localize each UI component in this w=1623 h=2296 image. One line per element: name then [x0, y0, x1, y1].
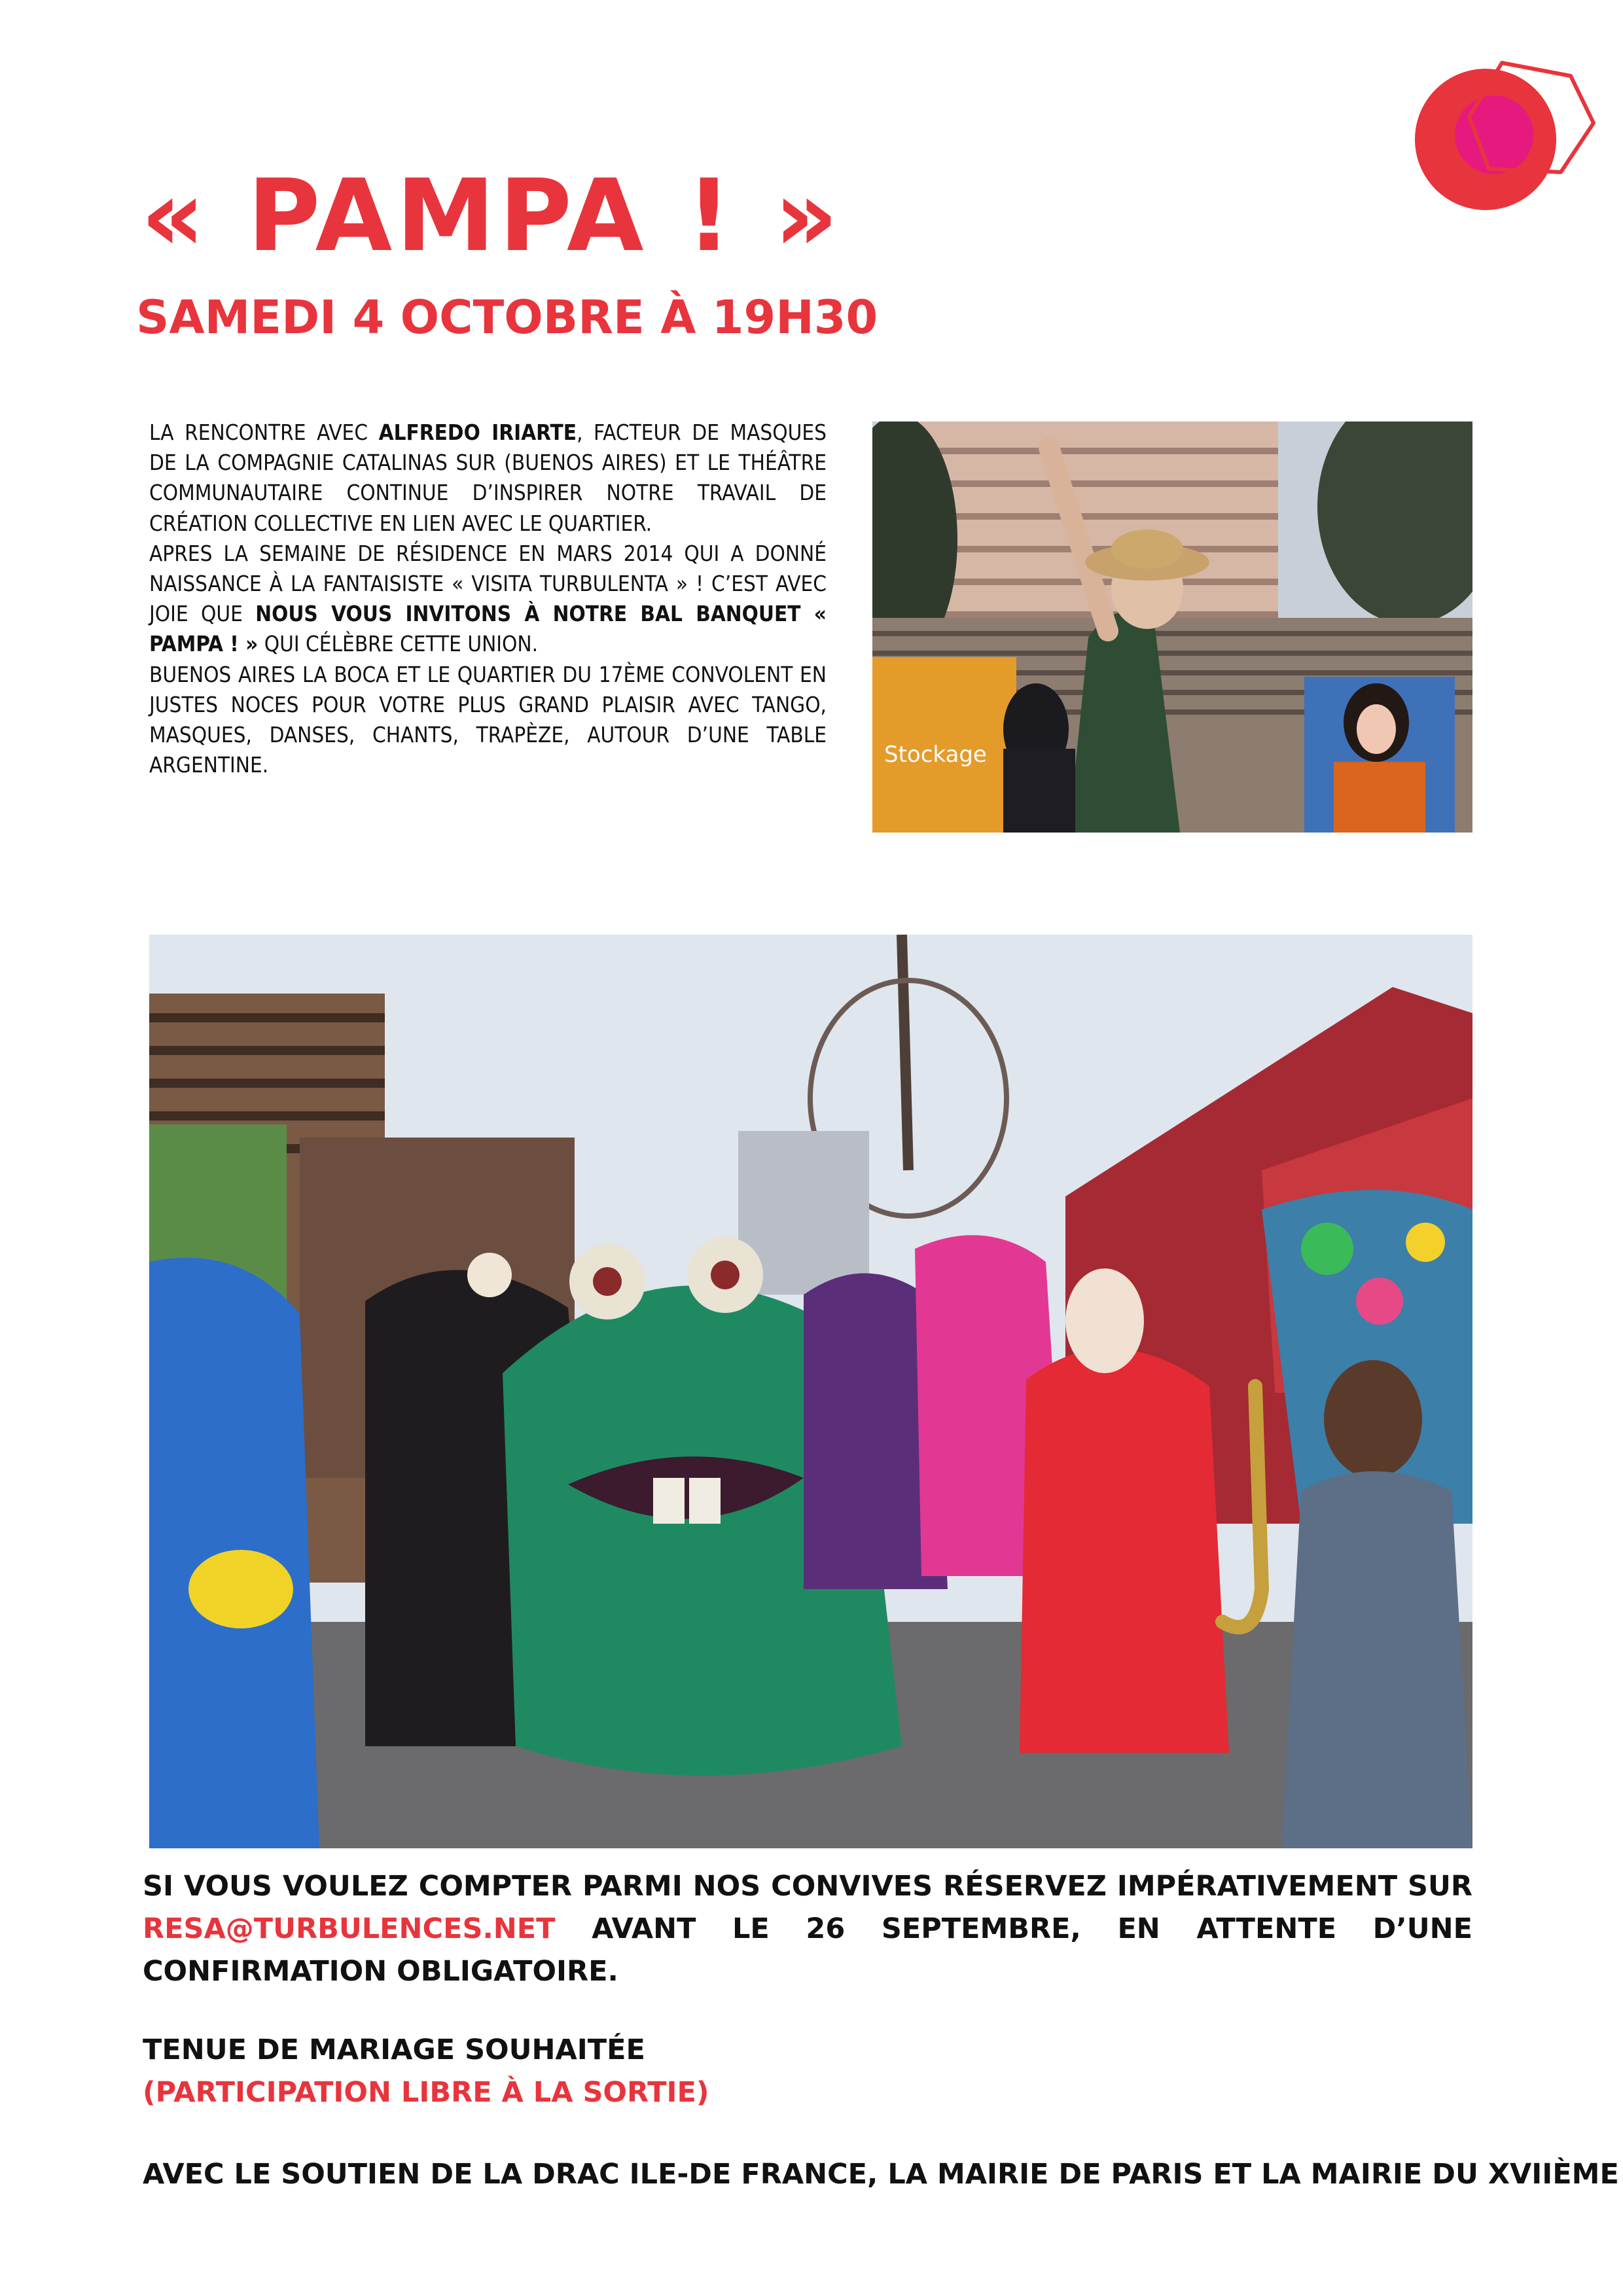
intro-paragraph-1 — [149, 418, 827, 539]
intro-p1-start: LA RENCONTRE AVEC — [149, 420, 379, 445]
dress-info — [143, 2029, 1472, 2114]
event-date: SAMEDI 4 OCTOBRE À 19H30 — [136, 291, 878, 344]
intro-p2-invite: NOUS VOUS INVITONS À NOTRE BAL BANQUET « PAMPA ! » — [149, 601, 827, 657]
reservation-text-start: SI VOUS VOULEZ COMPTER PARMI NOS CONVIVES RÉSERVEZ IMPÉRATIVEMENT SUR — [143, 1870, 1472, 1903]
reservation-info — [143, 1865, 1472, 1993]
intro-p1-end: , FACTEUR DE MASQUES DE LA COMPAGNIE CATALINAS SUR (BUENOS AIRES) ET LE THÉÂTRE COMMUNAUTAIRE CONTINUE D’INSPIRER NOTRE TRAVAIL DE CRÉATION COLLECTIVE EN LIEN AVEC LE QUARTIER. — [149, 420, 827, 536]
event-title: « PAMPA ! » — [141, 158, 842, 274]
intro-p2-end: QUI CÉLÈBRE CETTE UNION. — [258, 631, 539, 657]
parade-photo — [149, 935, 1472, 1848]
reservation-email-link[interactable]: RESA@TURBULENCES.NET — [143, 1912, 556, 1945]
intro-paragraph-2 — [149, 539, 827, 660]
turbulences-logo — [1404, 58, 1600, 215]
turbulences-circle-hexagon-logo-icon — [1404, 58, 1600, 215]
parade-photo-image — [149, 935, 1472, 1848]
support-credits: AVEC LE SOUTIEN DE LA DRAC ILE-DE FRANCE, LA MAIRIE DE PARIS ET LA MAIRIE DU XVIIÈME — [143, 2158, 1619, 2191]
intro-text — [149, 418, 827, 780]
intro-paragraph-3: BUENOS AIRES LA BOCA ET LE QUARTIER DU 17ÈME CONVOLENT EN JUSTES NOCES POUR VOTRE PLUS GRAND PLAISIR AVEC TANGO, MASQUES, DANSES, CHANTS, TRAPÈZE, AUTOUR D’UNE TABLE ARGENTINE. — [149, 661, 827, 778]
performer-photo-image — [872, 422, 1472, 833]
dress-code: TENUE DE MARIAGE SOUHAITÉE — [143, 2034, 645, 2066]
intro-p2-start: APRES LA SEMAINE DE RÉSIDENCE EN MARS 2014 QUI A DONNÉ NAISSANCE À LA FANTAISISTE « VISITA TURBULENTA » ! C’EST AVEC JOIE QUE — [149, 540, 827, 627]
participation-note: (PARTICIPATION LIBRE À LA SORTIE) — [143, 2076, 709, 2109]
intro-p1-name: ALFREDO IRIARTE — [378, 420, 577, 445]
stockage-sign: Stockage — [884, 742, 987, 768]
performer-photo — [872, 422, 1472, 833]
reservation-text-end: AVANT LE 26 SEPTEMBRE, EN ATTENTE D’UNE CONFIRMATION OBLIGATOIRE. — [143, 1912, 1472, 1988]
